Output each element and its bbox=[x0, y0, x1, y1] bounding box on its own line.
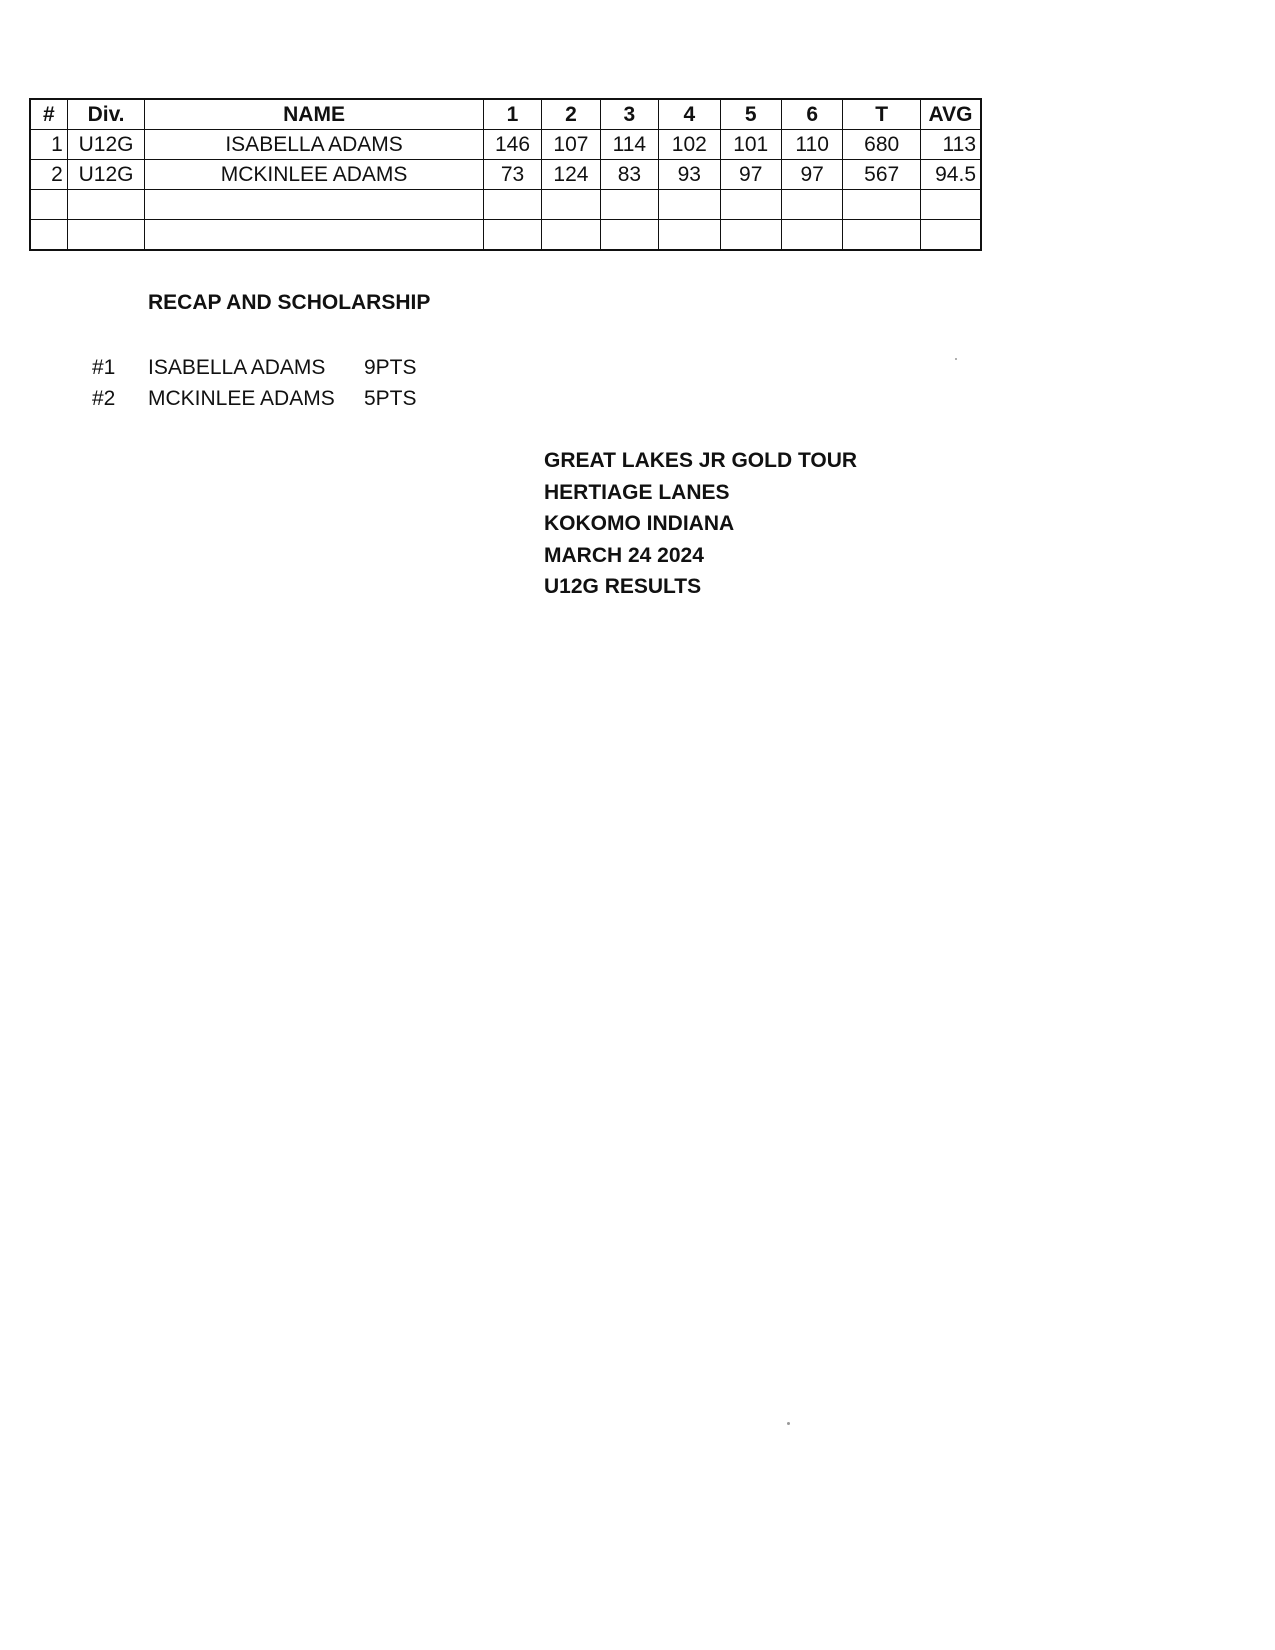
cell-game-4: 93 bbox=[659, 160, 720, 190]
table-row bbox=[30, 130, 981, 160]
header-game-4: 4 bbox=[659, 99, 720, 130]
cell-game-5: 101 bbox=[720, 130, 781, 160]
cell-empty bbox=[659, 190, 720, 220]
header-game-5: 5 bbox=[720, 99, 781, 130]
cell-game-4: 102 bbox=[659, 130, 720, 160]
cell-division: U12G bbox=[67, 130, 145, 160]
cell-average: 94.5 bbox=[920, 160, 981, 190]
cell-game-6: 110 bbox=[781, 130, 842, 160]
recap-list bbox=[92, 352, 444, 414]
recap-points: 9PTS bbox=[364, 356, 417, 379]
cell-total: 680 bbox=[843, 130, 921, 160]
cell-empty bbox=[720, 220, 781, 251]
table-row-empty bbox=[30, 220, 981, 251]
event-info-block bbox=[544, 445, 857, 603]
cell-empty bbox=[542, 220, 600, 251]
header-name: NAME bbox=[145, 99, 483, 130]
header-total: T bbox=[843, 99, 921, 130]
cell-empty bbox=[781, 220, 842, 251]
cell-empty bbox=[781, 190, 842, 220]
recap-name: ISABELLA ADAMS bbox=[148, 356, 326, 379]
header-game-1: 1 bbox=[483, 99, 541, 130]
recap-entry bbox=[92, 352, 444, 383]
cell-empty bbox=[720, 190, 781, 220]
cell-empty bbox=[843, 190, 921, 220]
table-row-empty bbox=[30, 190, 981, 220]
event-venue: HERTIAGE LANES bbox=[544, 480, 730, 504]
cell-game-2: 107 bbox=[542, 130, 600, 160]
recap-title: RECAP AND SCHOLARSHIP bbox=[148, 291, 431, 314]
cell-game-5: 97 bbox=[720, 160, 781, 190]
scan-speck bbox=[787, 1422, 790, 1425]
cell-empty bbox=[920, 190, 981, 220]
recap-points: 5PTS bbox=[364, 387, 417, 410]
header-division: Div. bbox=[67, 99, 145, 130]
recap-entry bbox=[92, 383, 444, 414]
cell-name: MCKINLEE ADAMS bbox=[145, 160, 483, 190]
recap-name: MCKINLEE ADAMS bbox=[148, 387, 335, 410]
cell-empty bbox=[659, 220, 720, 251]
cell-game-3: 83 bbox=[600, 160, 658, 190]
cell-empty bbox=[542, 190, 600, 220]
header-rank: # bbox=[30, 99, 67, 130]
cell-empty bbox=[483, 190, 541, 220]
cell-empty bbox=[483, 220, 541, 251]
event-tour: GREAT LAKES JR GOLD TOUR bbox=[544, 449, 858, 472]
cell-empty bbox=[600, 190, 658, 220]
cell-average: 113 bbox=[920, 130, 981, 160]
header-average: AVG bbox=[920, 99, 981, 130]
header-game-2: 2 bbox=[542, 99, 600, 130]
cell-game-1: 73 bbox=[483, 160, 541, 190]
cell-empty bbox=[67, 190, 145, 220]
header-game-6: 6 bbox=[781, 99, 842, 130]
cell-empty bbox=[145, 220, 483, 251]
cell-empty bbox=[30, 220, 67, 251]
cell-empty bbox=[600, 220, 658, 251]
cell-division: U12G bbox=[67, 160, 145, 190]
cell-empty bbox=[145, 190, 483, 220]
table-row bbox=[30, 160, 981, 190]
recap-rank: #2 bbox=[92, 387, 116, 410]
cell-game-2: 124 bbox=[542, 160, 600, 190]
cell-empty bbox=[67, 220, 145, 251]
cell-name: ISABELLA ADAMS bbox=[145, 130, 483, 160]
cell-game-1: 146 bbox=[483, 130, 541, 160]
cell-empty bbox=[843, 220, 921, 251]
scan-speck bbox=[955, 358, 957, 360]
scores-table bbox=[29, 98, 982, 251]
cell-empty bbox=[920, 220, 981, 251]
event-location: KOKOMO INDIANA bbox=[544, 512, 735, 535]
cell-total: 567 bbox=[843, 160, 921, 190]
recap-rank: #1 bbox=[92, 356, 116, 379]
cell-game-6: 97 bbox=[781, 160, 842, 190]
cell-rank: 1 bbox=[30, 130, 67, 160]
cell-rank: 2 bbox=[30, 160, 67, 190]
header-game-3: 3 bbox=[600, 99, 658, 130]
table-header-row bbox=[30, 99, 981, 130]
cell-empty bbox=[30, 190, 67, 220]
event-date: MARCH 24 2024 bbox=[544, 543, 704, 567]
event-results-title: U12G RESULTS bbox=[544, 575, 702, 598]
cell-game-3: 114 bbox=[600, 130, 658, 160]
